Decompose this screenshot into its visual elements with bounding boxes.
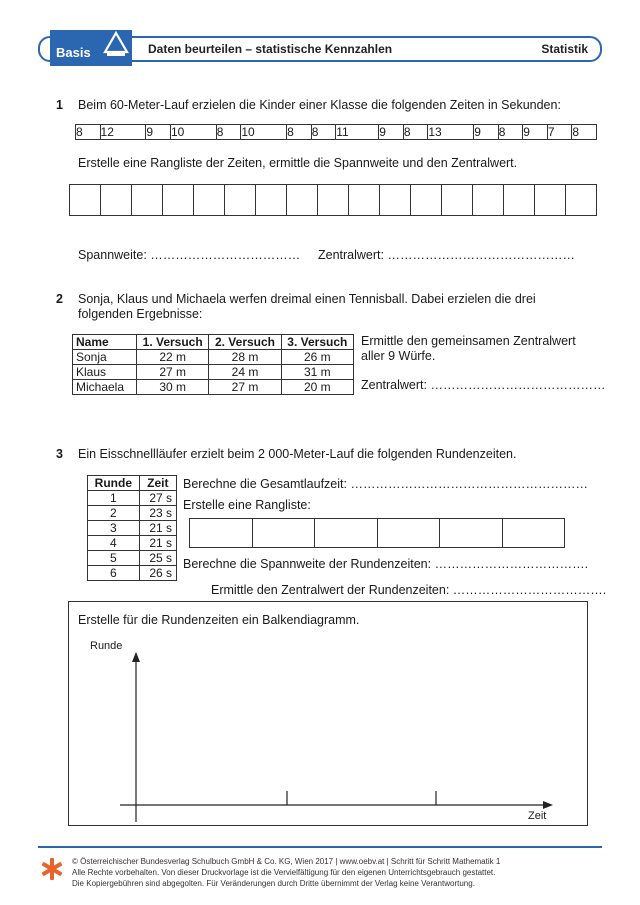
time-cell: 9 bbox=[474, 125, 499, 140]
task2-results-table bbox=[72, 334, 354, 395]
table-row bbox=[73, 380, 354, 395]
time-cell: 8 bbox=[572, 125, 597, 140]
cell: 23 s bbox=[139, 506, 176, 521]
time-cell: 8 bbox=[216, 125, 241, 140]
cell: 27 m bbox=[137, 365, 209, 380]
col-header-time: Zeit bbox=[139, 476, 176, 491]
cell: 31 m bbox=[281, 365, 353, 380]
task1-instruction: Erstelle eine Rangliste der Zeiten, ermittle die Spannweite und den Zentralwert. bbox=[78, 156, 518, 170]
rank-cell[interactable] bbox=[349, 185, 380, 216]
footer-line2: Alle Rechte vorbehalten. Von dieser Druckvorlage ist die Vervielfältigung für den eigenen Unterrichtsgebrauch gestattet. bbox=[72, 868, 496, 877]
cell: 26 s bbox=[139, 566, 176, 581]
time-cell: 9 bbox=[523, 125, 548, 140]
x-axis-arrow-icon bbox=[543, 801, 553, 809]
task3-total-field[interactable]: Berechne die Gesamtlaufzeit: ………………………………………………… bbox=[183, 477, 588, 491]
cell: 24 m bbox=[209, 365, 281, 380]
task3-rank-label: Erstelle eine Rangliste: bbox=[183, 498, 311, 512]
table-row bbox=[73, 350, 354, 365]
task3-chart-instruction: Erstelle für die Rundenzeiten ein Balkendiagramm. bbox=[78, 613, 360, 627]
rank-cell[interactable] bbox=[252, 519, 315, 548]
table-row bbox=[88, 566, 177, 581]
y-axis-label: Runde bbox=[90, 640, 123, 652]
rank-cell[interactable] bbox=[535, 185, 566, 216]
cell: 27 m bbox=[209, 380, 281, 395]
cell: 27 s bbox=[139, 491, 176, 506]
task1-intro: Beim 60-Meter-Lauf erzielen die Kinder einer Klasse die folgenden Zeiten in Sekunden: bbox=[78, 98, 561, 112]
rank-cell[interactable] bbox=[132, 185, 163, 216]
rank-cell[interactable] bbox=[380, 185, 411, 216]
task3-intro: Ein Eisschnellläufer erzielt beim 2 000-Meter-Lauf die folgenden Rundenzeiten. bbox=[78, 447, 517, 461]
worksheet-title: Daten beurteilen – statistische Kennzahlen bbox=[148, 42, 393, 56]
time-cell: 10 bbox=[241, 125, 287, 140]
rank-cell[interactable] bbox=[101, 185, 132, 216]
rank-cell[interactable] bbox=[163, 185, 194, 216]
rank-cell[interactable] bbox=[287, 185, 318, 216]
cell: 30 m bbox=[137, 380, 209, 395]
task2-number: 2 bbox=[56, 292, 63, 306]
task3-laps-table bbox=[87, 475, 177, 581]
rank-cell[interactable] bbox=[504, 185, 535, 216]
section-label: Statistik bbox=[541, 42, 588, 56]
y-axis-arrow-icon bbox=[132, 652, 140, 662]
x-axis-label: Zeit bbox=[528, 810, 547, 822]
cell: Michaela bbox=[73, 380, 137, 395]
time-cell: 12 bbox=[100, 125, 146, 140]
footer-line bbox=[38, 846, 602, 848]
footer-line3: Die Kopiergebühren sind abgegolten. Für Veränderungen durch Dritte übernimmt der Verlag keine Verantwortung. bbox=[72, 879, 475, 888]
cell: Klaus bbox=[73, 365, 137, 380]
time-cell: 8 bbox=[311, 125, 336, 140]
rank-cell[interactable] bbox=[440, 519, 503, 548]
cell: 20 m bbox=[281, 380, 353, 395]
table-row bbox=[88, 506, 177, 521]
rank-cell[interactable] bbox=[225, 185, 256, 216]
cell: 1 bbox=[88, 491, 140, 506]
cell: 22 m bbox=[137, 350, 209, 365]
time-cell: 8 bbox=[76, 125, 101, 140]
cell: Sonja bbox=[73, 350, 137, 365]
rank-cell[interactable] bbox=[190, 519, 253, 548]
table-row bbox=[73, 365, 354, 380]
time-cell: 8 bbox=[498, 125, 523, 140]
col-header-try2: 2. Versuch bbox=[209, 335, 281, 350]
time-cell: 7 bbox=[547, 125, 572, 140]
time-cell: 8 bbox=[287, 125, 312, 140]
rank-cell[interactable] bbox=[411, 185, 442, 216]
col-header-lap: Runde bbox=[88, 476, 140, 491]
task2-median-field[interactable]: Zentralwert: …………………………………… bbox=[361, 378, 606, 392]
task1-times-table bbox=[75, 124, 597, 140]
col-header-name: Name bbox=[73, 335, 137, 350]
time-cell: 13 bbox=[428, 125, 474, 140]
rank-cell[interactable] bbox=[566, 185, 597, 216]
publisher-star-logo-icon bbox=[40, 857, 64, 881]
rank-cell[interactable] bbox=[318, 185, 349, 216]
rank-cell[interactable] bbox=[377, 519, 440, 548]
task3-range-field[interactable]: Berechne die Spannweite der Rundenzeiten: ………………………………. bbox=[183, 557, 589, 571]
col-header-try1: 1. Versuch bbox=[137, 335, 209, 350]
cell: 21 s bbox=[139, 521, 176, 536]
task1-median-field[interactable]: Zentralwert: ……………………………………… bbox=[318, 248, 575, 262]
task1-ranking-grid[interactable] bbox=[69, 184, 597, 216]
rank-cell[interactable] bbox=[473, 185, 504, 216]
task3-ranking-grid[interactable] bbox=[189, 518, 565, 548]
footer-line1: © Österreichischer Bundesverlag Schulbuch GmbH & Co. KG, Wien 2017 | www.oebv.at | Schritt für Schritt Mathematik 1 bbox=[72, 857, 501, 866]
task2-instruction-line2: aller 9 Würfe. bbox=[361, 349, 436, 363]
cell: 2 bbox=[88, 506, 140, 521]
time-cell: 9 bbox=[379, 125, 404, 140]
table-row bbox=[88, 491, 177, 506]
cell: 25 s bbox=[139, 551, 176, 566]
table-row bbox=[88, 551, 177, 566]
cell: 26 m bbox=[281, 350, 353, 365]
level-badge-label: Basis bbox=[56, 45, 91, 60]
cell: 21 s bbox=[139, 536, 176, 551]
rank-cell[interactable] bbox=[194, 185, 225, 216]
time-cell: 9 bbox=[146, 125, 171, 140]
footer-text bbox=[72, 856, 572, 889]
cell: 3 bbox=[88, 521, 140, 536]
time-cell: 10 bbox=[170, 125, 216, 140]
cell: 28 m bbox=[209, 350, 281, 365]
task1-range-field[interactable]: Spannweite: ……………………………… bbox=[78, 248, 301, 262]
table-row bbox=[88, 521, 177, 536]
rank-cell[interactable] bbox=[315, 519, 378, 548]
task3-median-field[interactable]: Ermittle den Zentralwert der Rundenzeiten: ………………………………. bbox=[211, 583, 607, 597]
task3-number: 3 bbox=[56, 447, 63, 461]
rank-cell[interactable] bbox=[70, 185, 101, 216]
time-cell: 8 bbox=[403, 125, 428, 140]
task2-instruction-line1: Ermittle den gemeinsamen Zentralwert bbox=[361, 334, 576, 348]
cell: 5 bbox=[88, 551, 140, 566]
time-cell: 11 bbox=[336, 125, 379, 140]
task2-intro-line2: folgenden Ergebnisse: bbox=[78, 307, 203, 321]
rank-cell[interactable] bbox=[256, 185, 287, 216]
table-row bbox=[88, 536, 177, 551]
triangle-logo-icon bbox=[102, 30, 130, 60]
rank-cell[interactable] bbox=[442, 185, 473, 216]
cell: 6 bbox=[88, 566, 140, 581]
rank-cell[interactable] bbox=[502, 519, 565, 548]
task1-number: 1 bbox=[56, 98, 63, 112]
cell: 4 bbox=[88, 536, 140, 551]
task2-intro-line1: Sonja, Klaus und Michaela werfen dreimal einen Tennisball. Dabei erzielen die drei bbox=[78, 292, 536, 306]
empty-axes[interactable] bbox=[110, 650, 560, 825]
col-header-try3: 3. Versuch bbox=[281, 335, 353, 350]
